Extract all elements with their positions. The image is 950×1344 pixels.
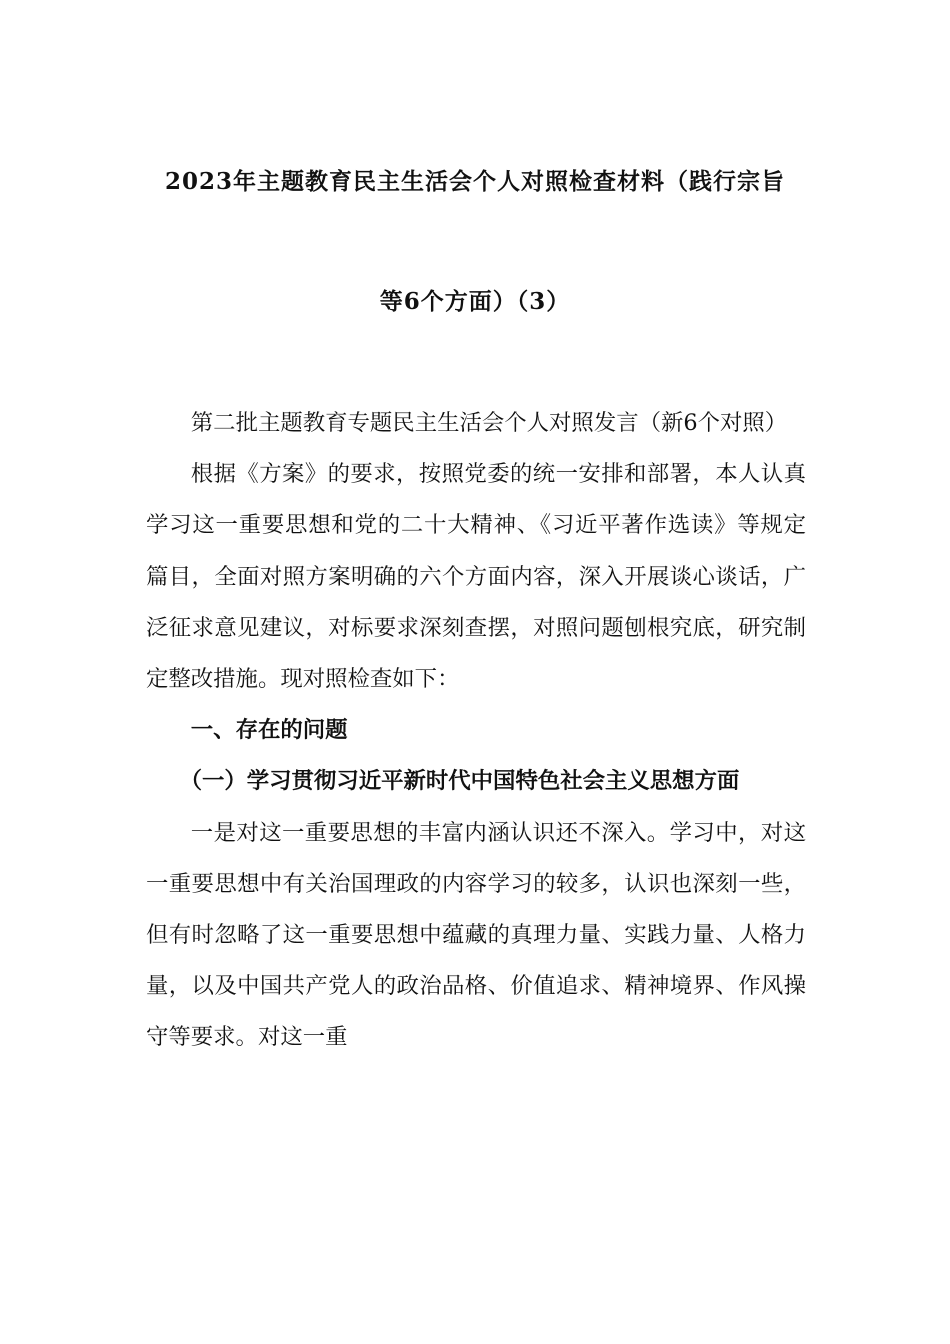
subsection-heading-1: （一）学习贯彻习近平新时代中国特色社会主义思想方面 xyxy=(179,768,740,795)
document-body xyxy=(146,398,806,1064)
body-paragraph-1: 一是对这一重要思想的丰富内涵认识还不深入。学习中，对这一重要思想中有关治国理政的内容学习的较多，认识也深刻一些，但有时忽略了这一重要思想中蕴藏的真理力量、实践力量、人格力量，以及中国共产党人的政治品格、价值追求、精神境界、作风操守等要求。对这一重 xyxy=(146,819,806,1051)
document-title-line-2: 等6个方面）（3） xyxy=(379,288,571,315)
document-title-line-1: 2023年主题教育民主生活会个人对照检查材料（践行宗旨 xyxy=(164,168,785,195)
intro-paragraph: 根据《方案》的要求，按照党委的统一安排和部署，本人认真学习这一重要思想和党的二十大精神、《习近平著作选读》等规定篇目，全面对照方案明确的六个方面内容，深入开展谈心谈话，广泛征求意见建议，对标要求深刻查摆，对照问题刨根究底，研究制定整改措施。现对照检查如下： xyxy=(146,461,806,693)
subtitle-paragraph: 第二批主题教育专题民主生活会个人对照发言（新6个对照） xyxy=(190,410,788,436)
section-heading-problems: 一、存在的问题 xyxy=(190,717,348,744)
